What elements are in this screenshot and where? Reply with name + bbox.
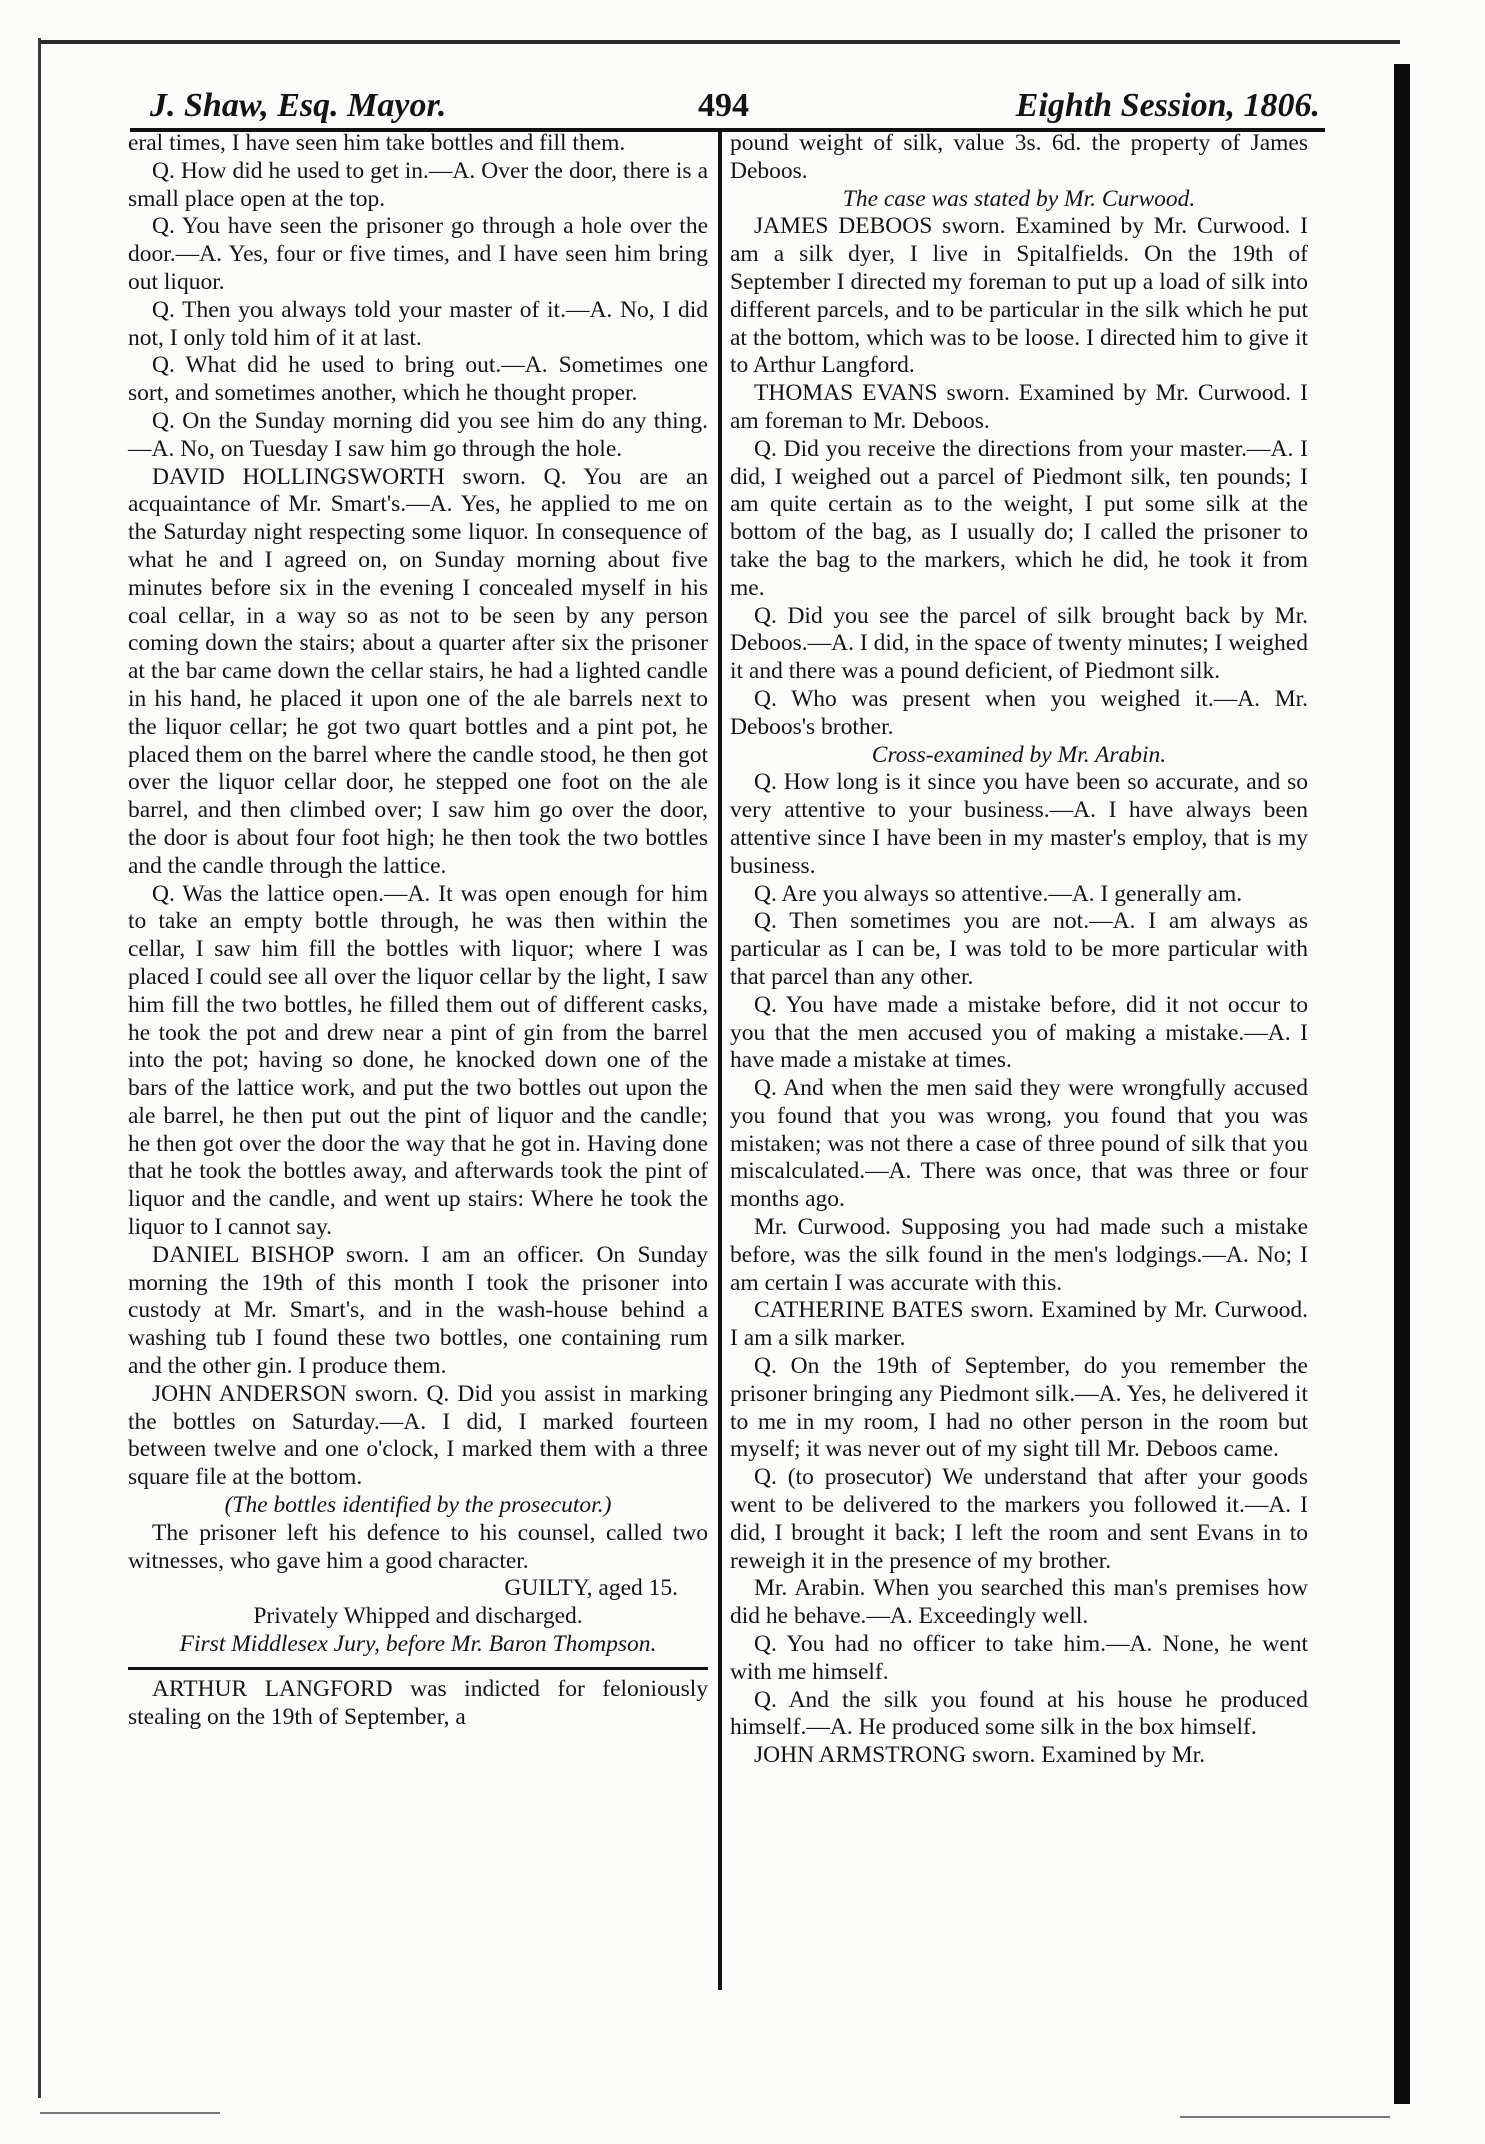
right-column-paragraph: Q. Did you see the parcel of silk brought back by Mr. Deboos.—A. I did, in the space of twenty minutes; I weighed it and there was a pound deficient, of Piedmont silk.: [730, 602, 1308, 685]
right-column-paragraph: CATHERINE BATES sworn. Examined by Mr. Curwood. I am a silk marker.: [730, 1297, 1308, 1352]
left-column-paragraph: Q. How did he used to get in.—A. Over the door, there is a small place open at the top.: [128, 157, 708, 212]
left-column-paragraph: Q. Was the lattice open.—A. It was open enough for him to take an empty bottle through, he was then within the cellar, I saw him fill the bottles with liquor; where I was placed I could see all over the liquor cellar by the light, I saw him fill the two bottles, he filled them out of different casks, he took the pot and drew near a pint of gin from the barrel into the pot; having so done, he knocked down one of the bars of the lattice work, and put the two bottles out upon the ale barrel, he then put out the pint of liquor and the candle; he then got over the door the way that he got in. Having done that he took the bottles away, and afterwards took the pint of liquor and the candle, and went up stairs: Where he took the liquor to I cannot say.: [128, 880, 708, 1241]
right-column-paragraph: JOHN ARMSTRONG sworn. Examined by Mr.: [754, 1742, 1206, 1769]
left-column-paragraph: ARTHUR LANGFORD was indicted for feloniously stealing on the 19th of September, a: [128, 1675, 708, 1730]
page-number: 494: [698, 87, 749, 124]
left-column-paragraph: Privately Whipped and discharged.: [253, 1603, 583, 1630]
header-left: J. Shaw, Esq. Mayor.: [150, 87, 447, 124]
left-column-paragraph: Q. On the Sunday morning did you see him do any thing.—A. No, on Tuesday I saw him go through the hole.: [128, 407, 708, 462]
left-column-paragraph: JOHN ANDERSON sworn. Q. Did you assist in marking the bottles on Saturday.—A. I did, I marked fourteen between twelve and one o'clock, I marked them with a three square file at the bottom.: [128, 1380, 708, 1491]
right-column-paragraph: Q. How long is it since you have been so accurate, and so very attentive to your business.—A. I have always been attentive since I have been in my master's employ, that is my business.: [730, 769, 1308, 879]
right-column-paragraph: Q. Then sometimes you are not.—A. I am always as particular as I can be, I was told to be more particular with that parcel than any other.: [730, 908, 1308, 990]
right-column-paragraph: JAMES DEBOOS sworn. Examined by Mr. Curwood. I am a silk dyer, I live in Spitalfields. On the 19th of September I directed my foreman to put up a load of silk into different parcels, and to be particular in the silk which he put at the bottom, which was to be loose. I directed him to give it to Arthur Langford.: [730, 213, 1308, 379]
left-column-paragraph: First Middlesex Jury, before Mr. Baron Thompson.: [179, 1631, 657, 1658]
right-column-paragraph: pound weight of silk, value 3s. 6d. the property of James Deboos.: [730, 130, 1308, 184]
right-column-paragraph: Cross-examined by Mr. Arabin.: [871, 741, 1167, 768]
left-column-paragraph: Q. You have seen the prisoner go through a hole over the door.—A. Yes, four or five times, and I have seen him bring out liquor.: [128, 213, 708, 295]
page-header: [150, 76, 1320, 136]
right-column-paragraph: Q. You had no officer to take him.—A. None, he went with me himself.: [730, 1631, 1308, 1685]
left-column-paragraph: GUILTY, aged 15.: [504, 1575, 678, 1602]
page-edge-left: [38, 38, 41, 2098]
right-column-paragraph: The case was stated by Mr. Curwood.: [842, 185, 1196, 212]
page-edge-right: [1394, 64, 1410, 2104]
left-column-paragraph: Q. Then you always told your master of it.—A. No, I did not, I only told him of it at last.: [128, 296, 708, 351]
header-right: Eighth Session, 1806.: [1015, 87, 1320, 124]
right-column-paragraph: Q. Did you receive the directions from your master.—A. I did, I weighed out a parcel of Piedmont silk, ten pounds; I am quite certain as to the weight, I put some silk at the bottom of the bag, as I usually do; I called the prisoner to take the bag to the markers, which he did, he took it from me.: [730, 435, 1308, 601]
left-column-paragraph: eral times, I have seen him take bottles and fill them.: [128, 130, 626, 156]
right-column-paragraph: Q. (to prosecutor) We understand that after your goods went to be delivered to the markers you followed it.—A. I did, I brought it back; I left the room and sent Evans in to reweigh it in the presence of my brother.: [730, 1464, 1308, 1574]
top-border-rule: [40, 40, 1400, 44]
left-column-paragraph: DANIEL BISHOP sworn. I am an officer. On Sunday morning the 19th of this month I took the prisoner into custody at Mr. Smart's, and in the wash-house behind a washing tub I found these two bottles, one containing rum and the other gin. I produce them.: [128, 1241, 708, 1380]
right-column-paragraph: THOMAS EVANS sworn. Examined by Mr. Curwood. I am foreman to Mr. Deboos.: [730, 380, 1308, 434]
right-column-paragraph: Q. You have made a mistake before, did it not occur to you that the men accused you of making a mistake.—A. I have made a mistake at times.: [730, 991, 1308, 1074]
scan-noise: [1180, 2116, 1390, 2118]
left-column-paragraph: Q. What did he used to bring out.—A. Sometimes one sort, and sometimes another, which he thought proper.: [128, 352, 708, 407]
right-column-paragraph: Q. On the 19th of September, do you remember the prisoner bringing any Piedmont silk.—A. Yes, he delivered it to me in my room, I had no other person in the room but myself; it was never out of my sight till Mr. Deboos came.: [730, 1353, 1308, 1463]
right-column: [730, 130, 1308, 1770]
column-divider: [718, 130, 722, 1990]
right-column-paragraph: Q. Who was present when you weighed it.—A. Mr. Deboos's brother.: [730, 685, 1308, 740]
scan-noise: [40, 2112, 220, 2114]
right-column-paragraph: Mr. Curwood. Supposing you had made such a mistake before, was the silk found in the men's lodgings.—A. No; I am certain I was accurate with this.: [730, 1214, 1308, 1296]
left-column: [128, 130, 708, 1731]
left-column-paragraph: DAVID HOLLINGSWORTH sworn. Q. You are an acquaintance of Mr. Smart's.—A. Yes, he applied to me on the Saturday night respecting some liquor. In consequence of what he and I agreed on, on Sunday morning about five minutes before six in the evening I concealed myself in his coal cellar, in a way so as not to be seen by any person coming down the stairs; about a quarter after six the prisoner at the bar came down the cellar stairs, he had a lighted candle in his hand, he placed it upon one of the ale barrels next to the liquor cellar; he got two quart bottles and a pint pot, he placed them on the barrel where the candle stood, he then got over the liquor cellar door, he stepped one foot on the ale barrel, and then climbed over; I saw him go over the door, the door is about four foot high; he then took the two bottles and the candle through the lattice.: [128, 463, 708, 879]
left-column-paragraph: (The bottles identified by the prosecutor.): [224, 1492, 612, 1519]
left-column-section-rule: [128, 1667, 708, 1670]
right-column-paragraph: Q. Are you always so attentive.—A. I generally am.: [754, 880, 1243, 907]
right-column-paragraph: Mr. Arabin. When you searched this man's premises how did he behave.—A. Exceedingly well.: [730, 1575, 1308, 1630]
left-column-paragraph: The prisoner left his defence to his counsel, called two witnesses, who gave him a good character.: [128, 1519, 708, 1574]
right-column-paragraph: Q. And the silk you found at his house he produced himself.—A. He produced some silk in the box himself.: [730, 1686, 1308, 1741]
right-column-paragraph: Q. And when the men said they were wrongfully accused you found that you was wrong, you found that you was mistaken; was not there a case of three pound of silk that you miscalculated.—A. There was once, that was three or four months ago.: [730, 1075, 1308, 1213]
